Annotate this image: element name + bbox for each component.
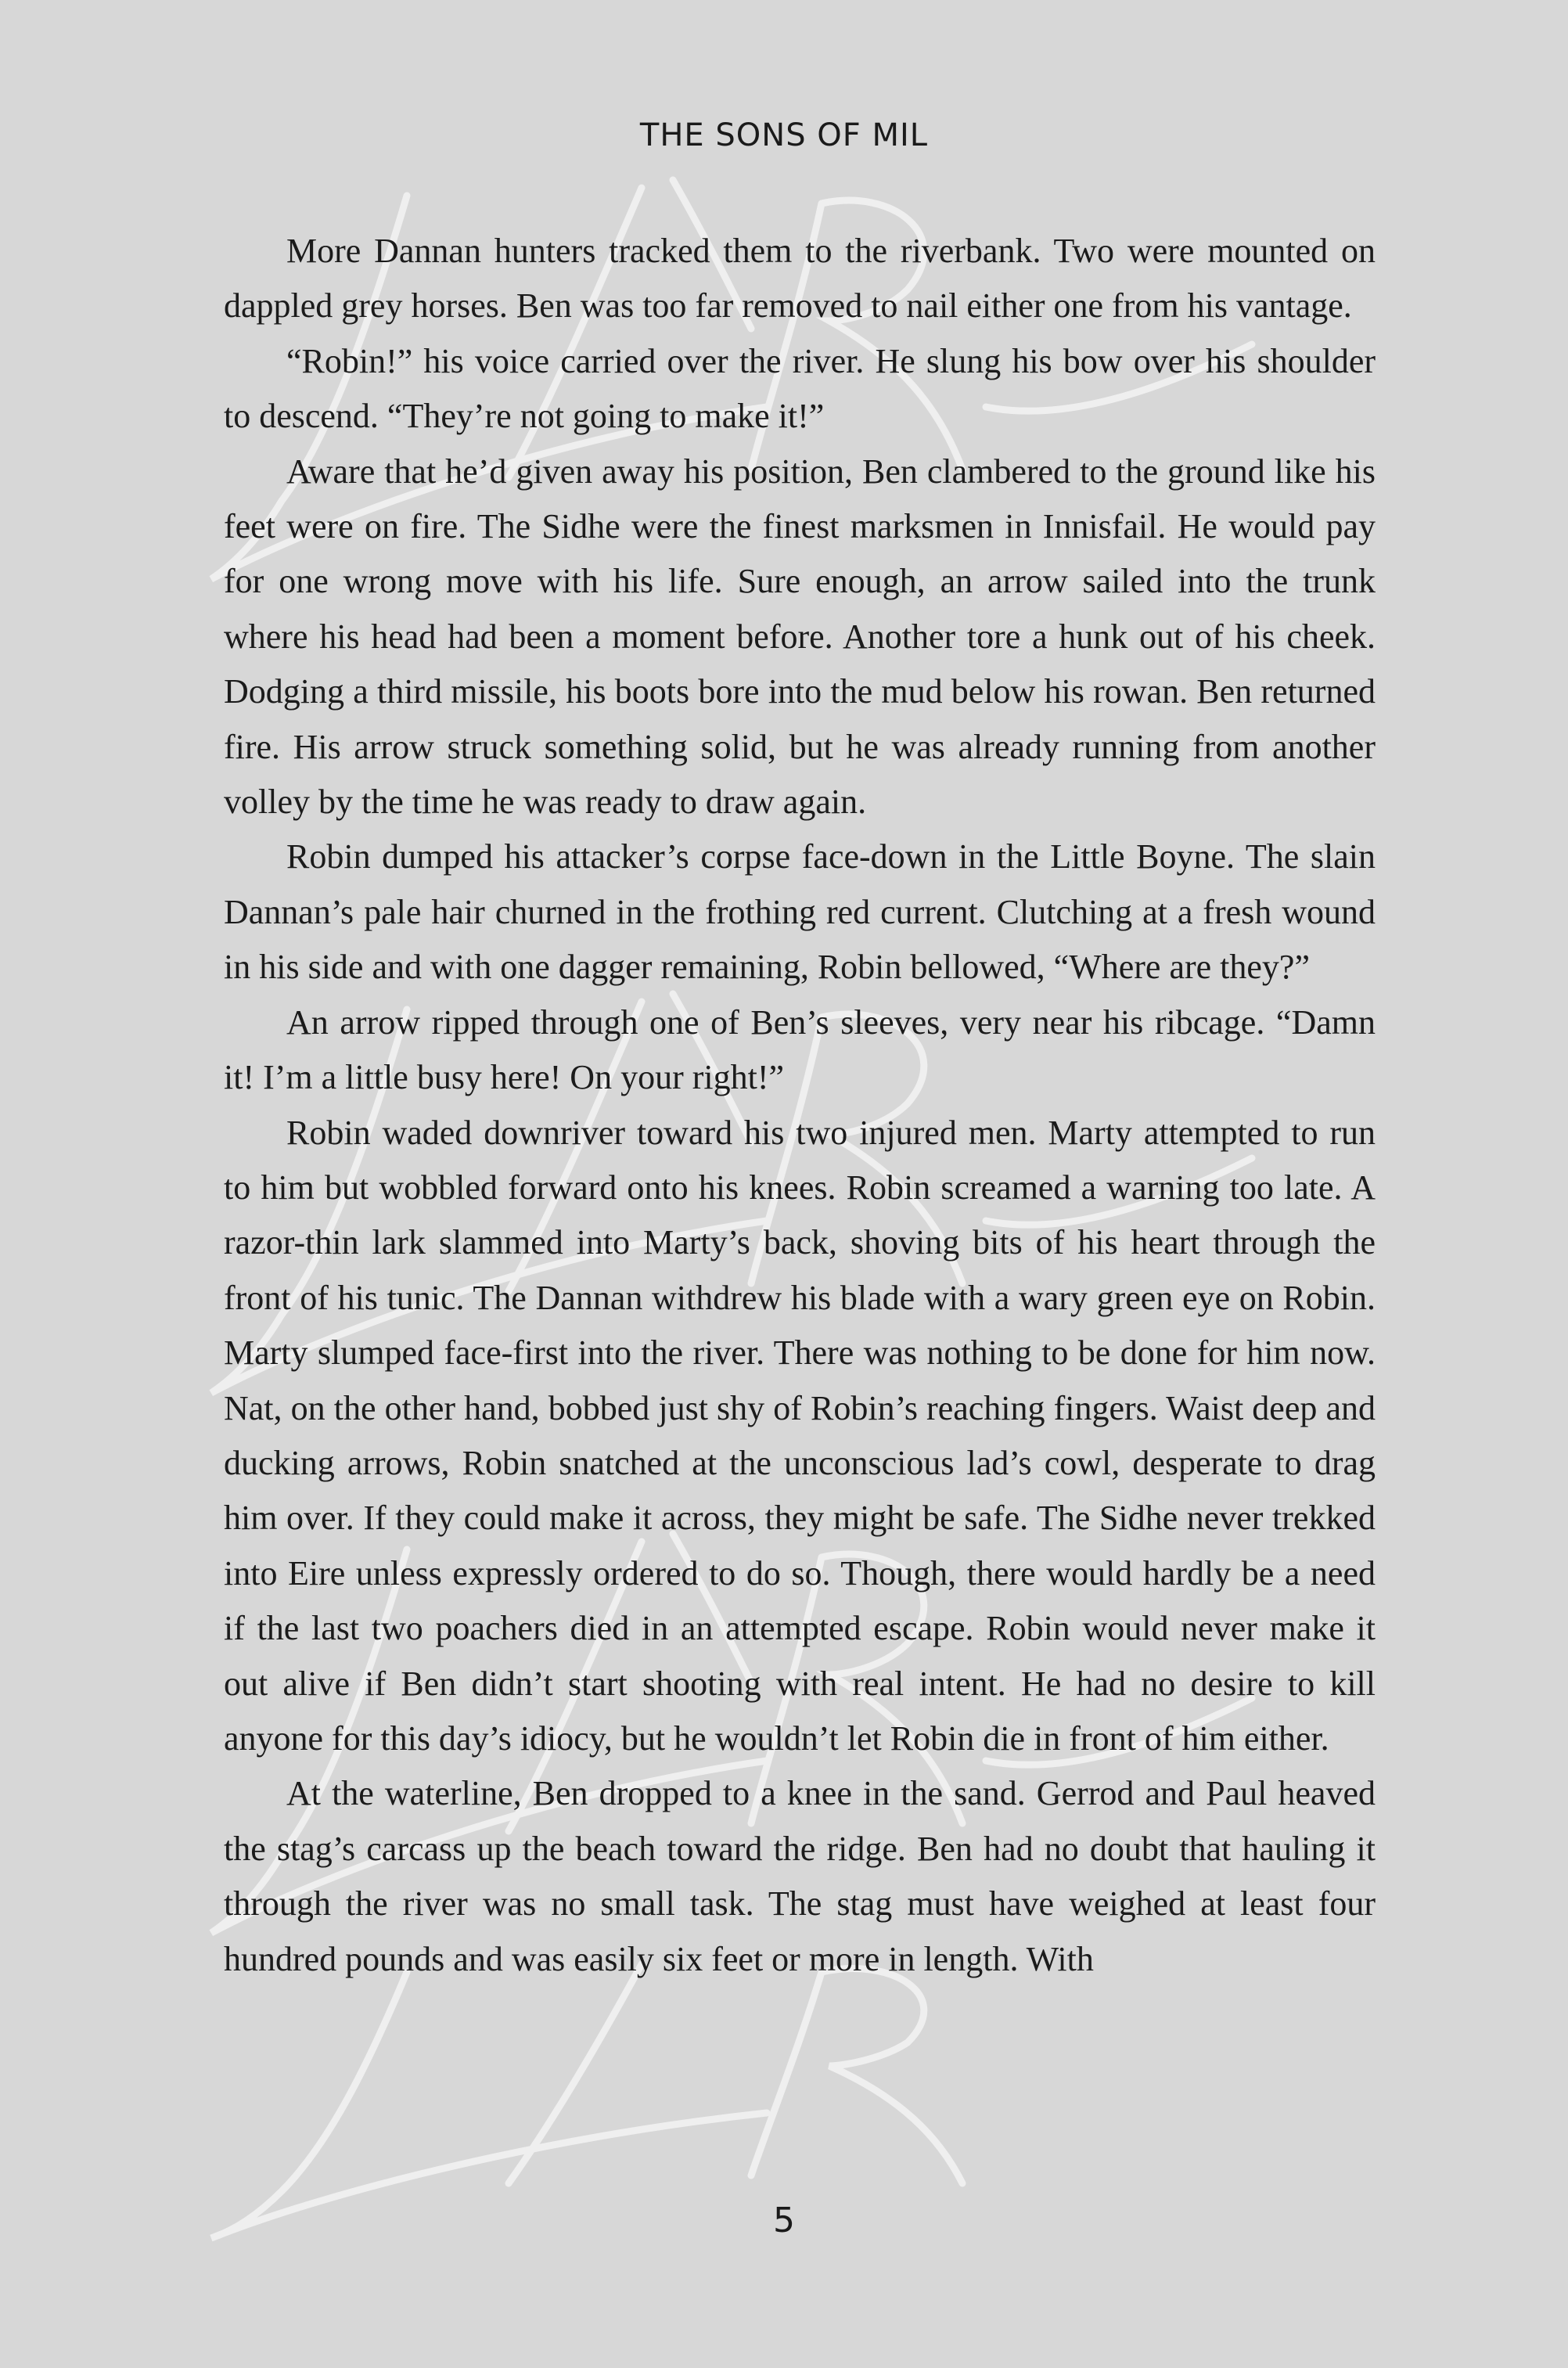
paragraph-6: Robin waded downriver toward his two injured men. Marty attempted to run to him but wobbled forward onto his knees. Robin screamed a warning too late. A razor-thin lark slammed into Marty’s back, shoving bits of his heart through the front of his tunic. The Dannan withdrew his blade with a wary green eye on Robin. Marty slumped face-first into the river. There was nothing to be done for him now. Nat, on the other hand, bobbed just shy of Robin’s reaching fingers. Waist deep and ducking arrows, Robin snatched at the unconscious lad’s cowl, desperate to drag him over. If they could make it across, they might be safe. The Sidhe never trekked into Eire unless expressly ordered to do so. Though, there would hardly be a need if the last two poachers died in an attempted escape. Robin would never make it out alive if Ben didn’t start shooting with real intent. He had no desire to kill anyone for this day’s idiocy, but he wouldn’t let Robin die in front of him either. [224,1113,1376,1758]
running-head-title: THE SONS OF MIL [639,117,929,153]
paragraph-5: An arrow ripped through one of Ben’s sleeves, very near his ribcage. “Damn it! I’m a little busy here! On your right!” [224,1002,1376,1097]
paragraph-1: More Dannan hunters tracked them to the riverbank. Two were mounted on dappled grey horses. Ben was too far removed to nail either one from his vantage. [224,232,1376,326]
paragraph-4: Robin dumped his attacker’s corpse face-down in the Little Boyne. The slain Dannan’s pale hair churned in the frothing red current. Clutching at a fresh wound in his side and with one dagger remaining, Robin bellowed, “Where are they?” [224,837,1376,987]
paragraph-7: At the waterline, Ben dropped to a knee in the sand. Gerrod and Paul heaved the stag’s carcass up the beach toward the ridge. Ben had no doubt that hauling it through the river was no small task. The stag must have weighed at least four hundred pounds and was easily six feet or more in length. With [224,1774,1376,1978]
paragraph-3: Aware that he’d given away his position, Ben clambered to the ground like his feet were on fire. The Sidhe were the finest marksmen in Innisfail. He would pay for one wrong move with his life. Sure enough, an arrow sailed into the trunk where his head had been a moment before. Another tore a hunk out of his cheek. Dodging a third missile, his boots bore into the mud below his rowan. Ben returned fire. His arrow struck something solid, but he was already running from another volley by the time he was ready to draw again. [224,452,1376,822]
paragraph-2: “Robin!” his voice carried over the river. He slung his bow over his shoulder to descend. “They’re not going to make it!” [224,341,1376,436]
body-text [224,224,1376,1987]
page-number: 5 [773,2201,795,2240]
